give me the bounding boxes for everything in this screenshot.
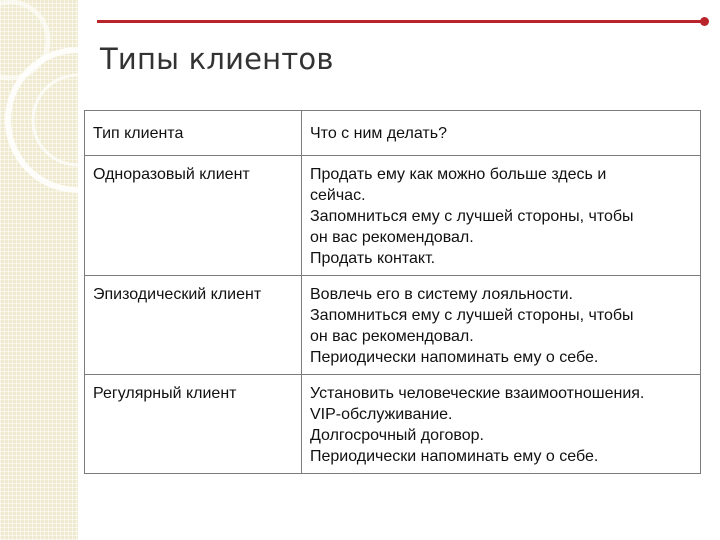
client-types-table	[84, 110, 701, 474]
table-header-row	[85, 111, 701, 156]
action-line: VIP-обслуживание.	[310, 406, 453, 423]
action-line: Вовлечь его в систему лояльности.	[310, 286, 573, 303]
decorative-side-strip	[0, 0, 78, 540]
action-line: Запомниться ему с лучшей стороны, чтобы	[310, 307, 634, 324]
action-line: Периодически напоминать ему о себе.	[310, 448, 599, 465]
action-line: сейчас.	[310, 187, 366, 204]
action-line: он вас рекомендовал.	[310, 328, 474, 345]
title-accent-rule	[97, 20, 705, 23]
decorative-arcs	[0, 0, 78, 540]
slide-title: Типы клиентов	[100, 42, 334, 76]
table-row	[85, 375, 701, 474]
actions-cell	[302, 156, 701, 276]
client-type-cell: Одноразовый клиент	[85, 156, 302, 276]
title-accent-dot	[700, 17, 709, 26]
header-what-to-do: Что с ним делать?	[302, 111, 701, 156]
client-type-cell: Регулярный клиент	[85, 375, 302, 474]
actions-cell	[302, 375, 701, 474]
header-client-type: Тип клиента	[85, 111, 302, 156]
actions-cell	[302, 276, 701, 375]
action-line: он вас рекомендовал.	[310, 229, 474, 246]
action-line: Периодически напоминать ему о себе.	[310, 349, 599, 366]
table-row	[85, 276, 701, 375]
action-line: Продать контакт.	[310, 250, 436, 267]
action-line: Установить человеческие взаимоотношения.	[310, 385, 645, 402]
action-line: Продать ему как можно больше здесь и	[310, 166, 607, 183]
table-row	[85, 156, 701, 276]
action-line: Долгосрочный договор.	[310, 427, 484, 444]
action-line: Запомниться ему с лучшей стороны, чтобы	[310, 208, 634, 225]
client-type-cell: Эпизодический клиент	[85, 276, 302, 375]
